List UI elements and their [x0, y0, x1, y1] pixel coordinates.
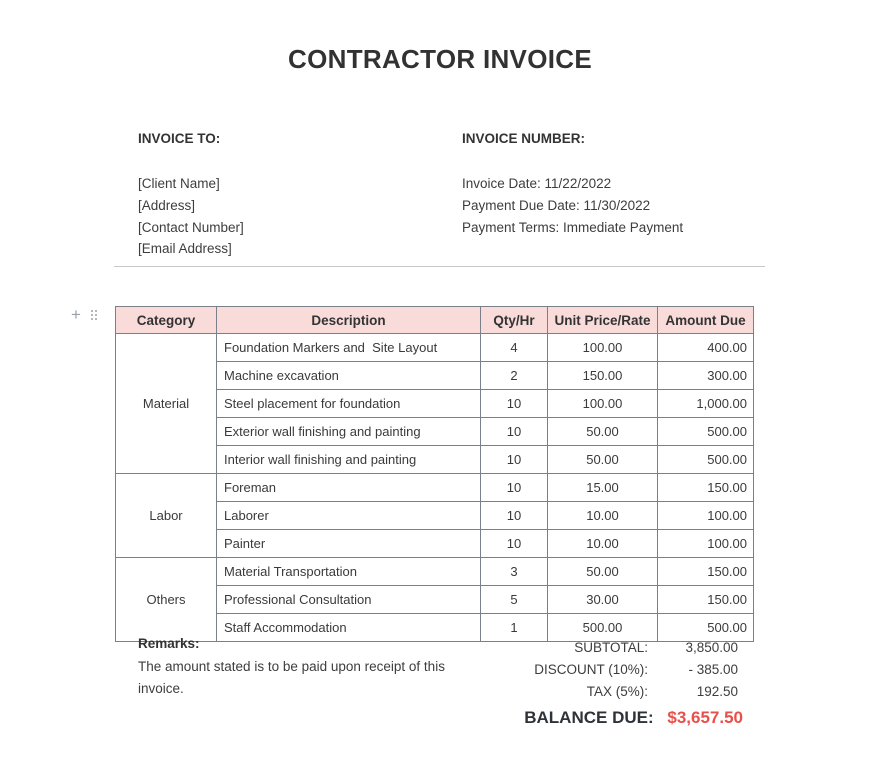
amount-due-cell[interactable]: 150.00 [658, 474, 754, 502]
qty-cell[interactable]: 10 [481, 418, 548, 446]
tax-row [400, 681, 738, 703]
email-address-placeholder: [Email Address] [138, 241, 232, 257]
unit-price-cell[interactable]: 100.00 [548, 390, 658, 418]
description-cell[interactable]: Professional Consultation [217, 586, 481, 614]
qty-cell[interactable]: 10 [481, 502, 548, 530]
table-row [116, 474, 754, 502]
unit-price-cell[interactable]: 30.00 [548, 586, 658, 614]
payment-due-date: Payment Due Date: 11/30/2022 [462, 197, 651, 213]
amount-due-cell[interactable]: 1,000.00 [658, 390, 754, 418]
balance-due-label: BALANCE DUE: [524, 708, 654, 727]
qty-cell[interactable]: 5 [481, 586, 548, 614]
discount-value: - 385.00 [688, 662, 738, 677]
unit-price-cell[interactable]: 50.00 [548, 418, 658, 446]
qty-cell[interactable]: 10 [481, 390, 548, 418]
remarks-text: The amount stated is to be paid upon receipt of this invoice. [138, 659, 445, 696]
contact-number-placeholder: [Contact Number] [138, 219, 244, 235]
amount-due-cell[interactable]: 400.00 [658, 334, 754, 362]
unit-price-cell[interactable]: 50.00 [548, 446, 658, 474]
invoice-to-heading: INVOICE TO: [138, 131, 221, 146]
amount-due-cell[interactable]: 100.00 [658, 530, 754, 558]
remarks-heading: Remarks: [138, 636, 200, 651]
description-cell[interactable]: Machine excavation [217, 362, 481, 390]
invoice-to-lines [138, 173, 244, 260]
description-cell[interactable]: Interior wall finishing and painting [217, 446, 481, 474]
unit-price-cell[interactable]: 10.00 [548, 502, 658, 530]
category-cell-material[interactable]: Material [116, 334, 217, 474]
description-cell[interactable]: Staff Accommodation [217, 614, 481, 642]
qty-cell[interactable]: 10 [481, 530, 548, 558]
table-header-row [116, 307, 754, 334]
amount-due-cell[interactable]: 150.00 [658, 586, 754, 614]
balance-due-value: $3,657.50 [667, 708, 743, 727]
column-header-qty-hr: Qty/Hr [481, 307, 548, 334]
description-cell[interactable]: Foundation Markers and Site Layout [217, 334, 481, 362]
table-row [116, 558, 754, 586]
amount-due-cell[interactable]: 150.00 [658, 558, 754, 586]
qty-cell[interactable]: 10 [481, 446, 548, 474]
unit-price-cell[interactable]: 15.00 [548, 474, 658, 502]
subtotal-row [400, 637, 738, 659]
unit-price-cell[interactable]: 50.00 [548, 558, 658, 586]
invoice-table [115, 306, 754, 642]
discount-row [400, 659, 738, 681]
unit-price-cell[interactable]: 500.00 [548, 614, 658, 642]
plus-icon[interactable]: + [71, 305, 81, 324]
invoice-to-section [138, 130, 244, 260]
page-title: CONTRACTOR INVOICE [288, 44, 592, 74]
drag-handle-icon[interactable] [91, 310, 97, 320]
invoice-info-lines [462, 173, 683, 238]
category-cell-labor[interactable]: Labor [116, 474, 217, 558]
qty-cell[interactable]: 3 [481, 558, 548, 586]
qty-cell[interactable]: 4 [481, 334, 548, 362]
description-cell[interactable]: Exterior wall finishing and painting [217, 418, 481, 446]
column-header-category: Category [116, 307, 217, 334]
amount-due-cell[interactable]: 500.00 [658, 418, 754, 446]
amount-due-cell[interactable]: 500.00 [658, 614, 754, 642]
balance-due-line [115, 705, 743, 731]
invoice-date: Invoice Date: 11/22/2022 [462, 176, 612, 191]
subtotal-value: 3,850.00 [685, 640, 738, 655]
tax-label: TAX (5%): [586, 684, 648, 699]
column-header-unit-price-rate: Unit Price/Rate [548, 307, 658, 334]
column-header-amount-due: Amount Due [658, 307, 754, 334]
qty-cell[interactable]: 10 [481, 474, 548, 502]
description-cell[interactable]: Steel placement for foundation [217, 390, 481, 418]
amount-due-cell[interactable]: 300.00 [658, 362, 754, 390]
category-cell-others[interactable]: Others [116, 558, 217, 642]
invoice-info-section [462, 130, 683, 238]
table-row [116, 334, 754, 362]
description-cell[interactable]: Foreman [217, 474, 481, 502]
block-controls [71, 307, 97, 323]
column-header-description: Description [217, 307, 481, 334]
subtotal-label: SUBTOTAL: [574, 640, 648, 655]
unit-price-cell[interactable]: 10.00 [548, 530, 658, 558]
unit-price-cell[interactable]: 100.00 [548, 334, 658, 362]
client-name-placeholder: [Client Name] [138, 176, 220, 191]
description-cell[interactable]: Painter [217, 530, 481, 558]
discount-label: DISCOUNT (10%): [534, 662, 648, 677]
description-cell[interactable]: Material Transportation [217, 558, 481, 586]
description-cell[interactable]: Laborer [217, 502, 481, 530]
divider [114, 266, 765, 267]
tax-value: 192.50 [696, 684, 738, 699]
payment-terms: Payment Terms: Immediate Payment [462, 219, 684, 235]
qty-cell[interactable]: 1 [481, 614, 548, 642]
amount-due-cell[interactable]: 100.00 [658, 502, 754, 530]
totals-section [400, 637, 738, 703]
invoice-number-heading: INVOICE NUMBER: [462, 131, 586, 146]
qty-cell[interactable]: 2 [481, 362, 548, 390]
address-placeholder: [Address] [138, 197, 196, 213]
unit-price-cell[interactable]: 150.00 [548, 362, 658, 390]
amount-due-cell[interactable]: 500.00 [658, 446, 754, 474]
